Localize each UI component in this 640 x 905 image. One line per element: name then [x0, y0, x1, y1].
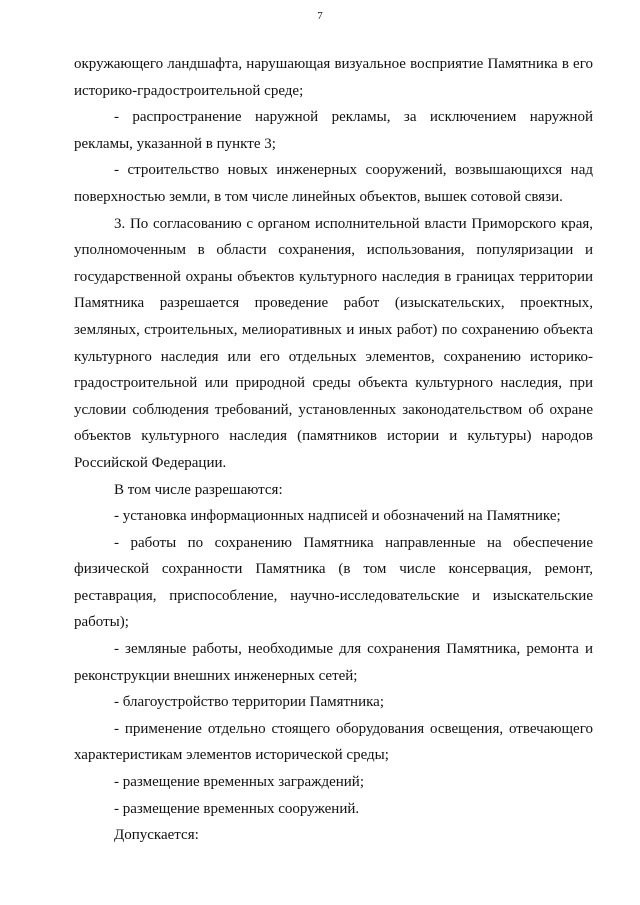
paragraph-earthworks: - земляные работы, необходимые для сохранения Памятника, ремонта и реконструкции внешних инженерных сетей;	[74, 641, 593, 684]
document-body	[74, 51, 593, 849]
paragraph-including-permitted: В том числе разрешаются:	[114, 481, 283, 498]
paragraph-landscaping: - благоустройство территории Памятника;	[114, 694, 384, 711]
paragraph-new-engineering-structures: - строительство новых инженерных сооружений, возвышающихся над поверхностью земли, в том числе линейных объектов, вышек сотовой связи.	[74, 162, 593, 205]
paragraph-temporary-structures: - размещение временных сооружений.	[114, 800, 360, 817]
paragraph-landscape-continuation: окружающего ландшафта, нарушающая визуальное восприятие Памятника в его историко-градостроительной среде;	[74, 56, 593, 99]
paragraph-outdoor-advertising: - распространение наружной рекламы, за исключением наружной рекламы, указанной в пункте 3;	[74, 109, 593, 152]
page-number: 7	[317, 10, 323, 22]
paragraph-preservation-works: - работы по сохранению Памятника направленные на обеспечение физической сохранности Памятника (в том числе консервация, ремонт, реставрация, приспособление, научно-исследовательские и изыскательские работы);	[74, 534, 593, 631]
paragraph-information-signs: - установка информационных надписей и обозначений на Памятнике;	[114, 508, 561, 525]
paragraph-lighting-equipment: - применение отдельно стоящего оборудования освещения, отвечающего характеристикам элементов исторической среды;	[74, 720, 593, 764]
paragraph-temporary-fences: - размещение временных заграждений;	[114, 774, 365, 791]
paragraph-item-3-permitted-works: 3. По согласованию с органом исполнительной власти Приморского края, уполномоченным в области сохранения, использования, популяризации и государственной охраны объектов культурного наследия в границах территории Памятника разрешается проведение работ (изыскательских, проектных, земляных, строительных, мелиоративных и иных работ) по сохранению объекта культурного наследия или его отдельных элементов, сохранению историко-градостроительной или природной среды объекта культурного наследия, при условии соблюдения требований, установленных законодательством об охране объектов культурного наследия (памятников истории и культуры) народов Российской Федерации.	[74, 215, 593, 471]
paragraph-allowed-heading: Допускается:	[114, 827, 199, 844]
